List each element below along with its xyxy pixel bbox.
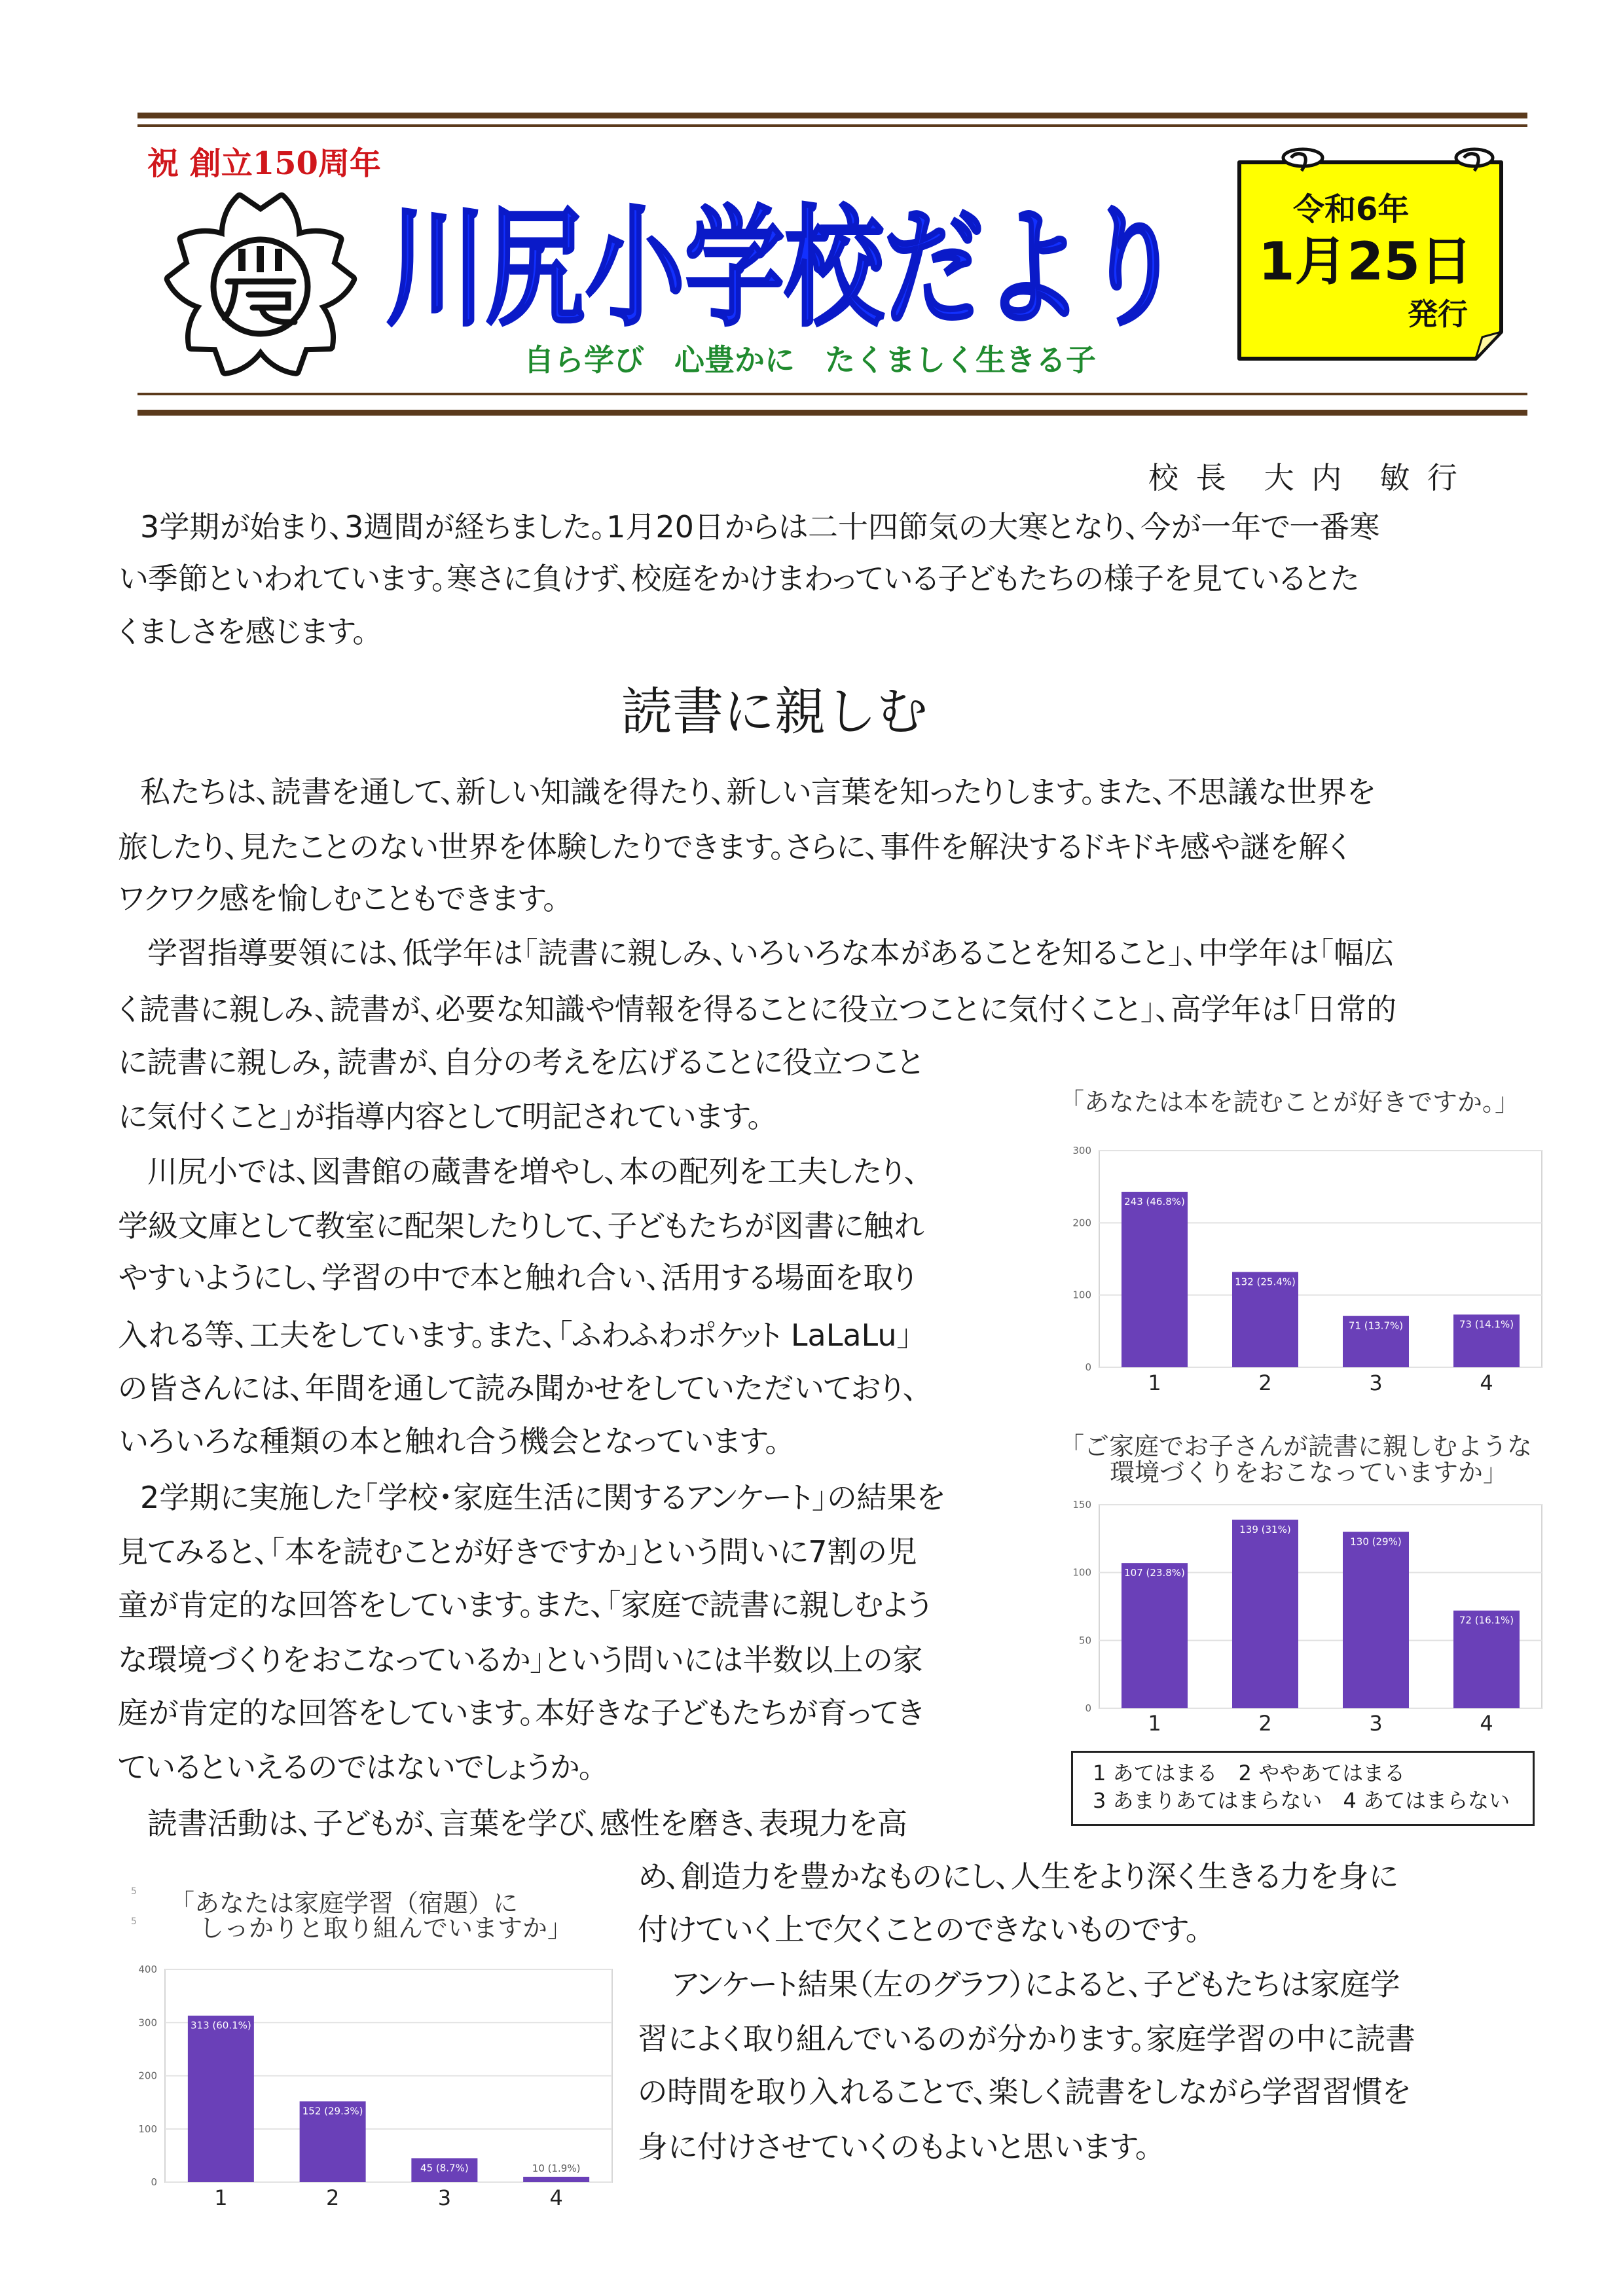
- body-line: 川尻小では、図書館の蔵書を増やし、本の配列を工夫したり、: [147, 1154, 920, 1189]
- body-line: アンケート結果（左のグラフ）によると、子どもたちは家庭学: [672, 1967, 1400, 2002]
- x-tick-label: 4: [1480, 1371, 1493, 1395]
- answer-legend-line: 1 あてはまる 2 ややあてはまる: [1093, 1761, 1406, 1785]
- bar-value-label: 73 (14.1%): [1459, 1318, 1514, 1331]
- chart-3-title-line: しっかりと取り組んでいますか」: [199, 1914, 573, 1943]
- chart-2-home-reading-environment: [1048, 1492, 1558, 1748]
- anniversary-label: 祝 創立150周年: [147, 145, 381, 182]
- chart-3-title-line: 「あなたは家庭学習（宿題）に: [170, 1889, 519, 1918]
- body-line: の時間を取り入れることで、楽しく読書をしながら学習習慣を: [638, 2074, 1411, 2109]
- newsletter-title: 川尻小学校だより: [386, 193, 1182, 344]
- bar: [1232, 1520, 1298, 1708]
- section-heading: 読書に親しむ: [621, 683, 928, 742]
- answer-legend-line: 3 あまりあてはまらない 4 あてはまらない: [1093, 1788, 1510, 1813]
- bar: [1122, 1563, 1188, 1708]
- school-emblem-logo: [159, 188, 362, 380]
- x-tick-label: 4: [549, 2185, 563, 2210]
- issue-date: 1月25日: [1258, 231, 1472, 292]
- issue-era-year: 令和6年: [1293, 191, 1410, 228]
- x-tick-label: 4: [1480, 1711, 1493, 1736]
- chart-2-title-line: 環境づくりをおこなっていますか」: [1110, 1458, 1508, 1487]
- x-tick-label: 2: [1258, 1711, 1272, 1736]
- body-line: 旅したり、見たことのない世界を体験したりできます。さらに、事件を解決するドキドキ感や謎を解く: [118, 829, 1351, 865]
- y-tick-label: 0: [1085, 1361, 1091, 1373]
- intro-line: い季節といわれています。寒さに負けず、校庭をかけまわっている子どもたちの様子を見ているとた: [118, 561, 1359, 596]
- body-line: 私たちは、読書を通して、新しい知識を得たり、新しい言葉を知ったりします。また、不思議な世界を: [140, 774, 1376, 810]
- body-line: に気付くこと」が指導内容として明記されています。: [118, 1099, 763, 1134]
- intro-line: くましさを感じます。: [118, 614, 368, 649]
- body-line: 身に付けさせていくのもよいと思います。: [638, 2129, 1151, 2164]
- y-tick-label: 100: [138, 2123, 157, 2135]
- body-line: 付けていく上で欠くことのできないものです。: [638, 1912, 1201, 1947]
- y-tick-label: 150: [1072, 1499, 1091, 1511]
- y-tick-label: 200: [138, 2070, 157, 2082]
- bar-value-label: 71 (13.7%): [1348, 1319, 1404, 1332]
- body-line: やすいようにし、学習の中で本と触れ合い、活用する場面を取り: [118, 1260, 917, 1295]
- chart-2-title-line: 「ご家庭でお子さんが読書に親しむような: [1059, 1432, 1533, 1461]
- body-line: 学級文庫として教室に配架したりして、子どもたちが図書に触れ: [118, 1208, 924, 1244]
- x-tick-label: 1: [1148, 1371, 1161, 1395]
- bar-value-label: 72 (16.1%): [1459, 1614, 1514, 1626]
- y-tick-label: 200: [1072, 1217, 1091, 1229]
- x-tick-label: 1: [214, 2185, 228, 2210]
- body-line: 2学期に実施した「学校・家庭生活に関するアンケート」の結果を: [140, 1480, 945, 1515]
- y-tick-label: 100: [1072, 1566, 1091, 1579]
- body-line: 習によく取り組んでいるのが分かります。家庭学習の中に読書: [638, 2021, 1415, 2056]
- chart-1-reading-preference: [1048, 1139, 1558, 1414]
- y-tick-label: 400: [138, 1964, 157, 1975]
- body-line: 学習指導要領には、低学年は「読書に親しみ、いろいろな本があることを知ること」、中学年は「幅広: [147, 935, 1395, 971]
- bar-value-label: 243 (46.8%): [1124, 1195, 1185, 1208]
- body-line: 入れる等、工夫をしています。また、「ふわふわポケット LaLaLu」: [118, 1318, 912, 1353]
- chart-1-title: 「あなたは本を読むことが好きですか。」: [1059, 1088, 1520, 1117]
- x-tick-label: 1: [1148, 1711, 1161, 1736]
- answer-legend-box: [1071, 1751, 1535, 1826]
- chart-3-homework-effort: [118, 1957, 629, 2225]
- x-tick-label: 2: [1258, 1371, 1272, 1395]
- x-tick-label: 2: [325, 2185, 340, 2210]
- body-line: 庭が肯定的な回答をしています。本好きな子どもたちが育ってき: [118, 1695, 924, 1731]
- bar-value-label: 130 (29%): [1350, 1535, 1402, 1548]
- body-line: く読書に親しみ、読書が、必要な知識や情報を得ることに役立つことに気付くこと」、高学年は「日常的: [118, 992, 1396, 1027]
- y-tick-label: 300: [1072, 1145, 1091, 1157]
- bar: [188, 2016, 254, 2182]
- body-line: め、創造力を豊かなものにし、人生をより深く生きる力を身に: [638, 1859, 1398, 1894]
- bar-value-label: 10 (1.9%): [532, 2162, 581, 2174]
- body-line: の皆さんには、年間を通して読み聞かせをしていただいており、: [118, 1371, 919, 1406]
- masthead-top-rule-thick: [137, 113, 1527, 118]
- x-tick-label: 3: [1369, 1371, 1383, 1395]
- y-tick-label: 100: [1072, 1289, 1091, 1301]
- masthead-top-rule-thin: [137, 124, 1527, 127]
- y-tick-label: 50: [1078, 1634, 1091, 1647]
- body-line: に読書に親しみ，読書が、自分の考えを広げることに役立つこと: [118, 1045, 923, 1080]
- body-line: ているといえるのではないでしょうか。: [118, 1749, 594, 1785]
- emblem-outline: [165, 198, 357, 380]
- bar-value-label: 107 (23.8%): [1124, 1567, 1185, 1579]
- body-line: ワクワク感を愉しむこともできます。: [118, 881, 558, 916]
- issue-label: 発行: [1408, 296, 1468, 332]
- body-line: いろいろな種類の本と触れ合う機会となっています。: [118, 1424, 780, 1459]
- x-tick-label: 3: [437, 2185, 452, 2210]
- bar-value-label: 139 (31%): [1239, 1523, 1291, 1535]
- margin-mark: 5: [131, 1886, 137, 1897]
- bar-value-label: 313 (60.1%): [190, 2019, 251, 2032]
- body-line: な環境づくりをおこなっているか」という問いには半数以上の家: [118, 1642, 923, 1677]
- author-principal: 校 長 大 内 敏 行: [1148, 460, 1461, 495]
- x-tick-label: 3: [1369, 1711, 1383, 1736]
- bar-value-label: 132 (25.4%): [1235, 1276, 1296, 1288]
- school-motto: 自ら学び 心豊かに たくましく生きる子: [524, 342, 1096, 378]
- bar: [1343, 1532, 1409, 1708]
- margin-mark: 5: [131, 1916, 137, 1927]
- body-line: 読書活動は、子どもが、言葉を学び、感性を磨き、表現力を高: [147, 1806, 908, 1841]
- bar-value-label: 152 (29.3%): [302, 2105, 363, 2117]
- body-line: 見てみると、「本を読むことが好きですか」という問いに7割の児: [118, 1534, 917, 1570]
- bar: [1122, 1192, 1188, 1367]
- masthead-bottom-rule-thin: [137, 393, 1527, 395]
- bar: [523, 2177, 589, 2182]
- y-tick-label: 300: [138, 2017, 157, 2029]
- y-tick-label: 0: [151, 2176, 157, 2188]
- intro-line: 3学期が始まり、3週間が経ちました。1月20日からは二十四節気の大寒となり、今が一年で一番寒: [140, 509, 1380, 545]
- y-tick-label: 0: [1085, 1702, 1091, 1714]
- body-line: 童が肯定的な回答をしています。また、「家庭で読書に親しむよう: [118, 1587, 931, 1623]
- bar-value-label: 45 (8.7%): [420, 2162, 469, 2174]
- masthead-bottom-rule-thick: [137, 410, 1527, 416]
